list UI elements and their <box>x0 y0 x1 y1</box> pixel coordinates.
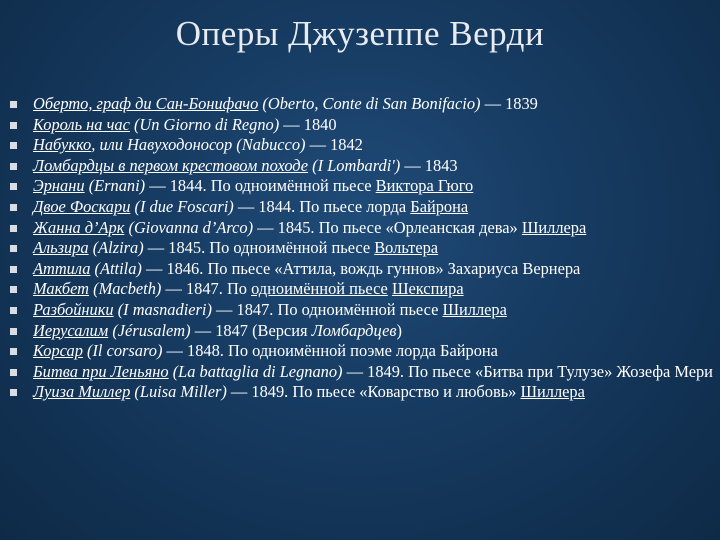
description: — 1842 <box>305 135 363 155</box>
author-link[interactable]: Шиллера <box>442 299 507 319</box>
square-bullet-icon <box>10 101 17 108</box>
square-bullet-icon <box>10 307 17 314</box>
opera-list <box>10 94 714 403</box>
description: — 1845. По пьесе «Орлеанская дева» <box>253 217 522 237</box>
list-item <box>10 259 714 280</box>
square-bullet-icon <box>10 183 17 190</box>
opera-title-link[interactable]: Битва при Леньяно <box>33 361 169 381</box>
list-item <box>10 279 714 300</box>
author-link[interactable]: Шиллера <box>521 217 587 237</box>
original-title: (Un Giorno di Regno) <box>129 114 280 134</box>
square-bullet-icon <box>10 348 17 355</box>
version-note: Ломбардцев <box>311 320 397 340</box>
original-title: (I masnadieri) <box>113 299 212 319</box>
original-title: (Attila) <box>90 258 142 278</box>
square-bullet-icon <box>10 286 17 293</box>
description: — 1847 (Версия <box>190 320 312 340</box>
list-item <box>10 218 714 239</box>
list-item <box>10 156 714 177</box>
opera-title-link[interactable]: Иерусалим <box>33 320 109 340</box>
description: — 1849. По пьесе «Битва при Тулузе» Жозефа Мери <box>342 361 713 381</box>
description: — 1847. По <box>161 279 252 299</box>
square-bullet-icon <box>10 245 17 252</box>
list-item <box>10 135 714 156</box>
description: — 1840 <box>279 114 337 134</box>
list-item <box>10 176 714 197</box>
list-item <box>10 382 714 403</box>
description: — 1839 <box>480 94 538 113</box>
list-item <box>10 115 714 136</box>
description: — 1844. По пьесе лорда <box>233 196 411 216</box>
list-item <box>10 197 714 218</box>
opera-title-link[interactable]: Макбет <box>33 279 90 299</box>
opera-title-link[interactable]: Аттила <box>33 258 91 278</box>
description: — 1849. По пьесе «Коварство и любовь» <box>226 382 521 402</box>
square-bullet-icon <box>10 328 17 335</box>
opera-title-link[interactable]: Ломбардцы в первом крестовом походе <box>33 155 309 175</box>
list-item <box>10 362 714 383</box>
source-play-link[interactable]: одноимённой пьесе <box>251 279 388 299</box>
list-item <box>10 94 714 115</box>
square-bullet-icon <box>10 225 17 232</box>
square-bullet-icon <box>10 204 17 211</box>
description: — 1848. По одноимённой поэме лорда Байрона <box>162 341 498 361</box>
original-title: (Giovanna d’Arco) <box>124 217 254 237</box>
original-title: (I Lombardi') <box>308 155 401 175</box>
square-bullet-icon <box>10 369 17 376</box>
opera-title-link[interactable]: Альзира <box>33 238 89 258</box>
closing-paren: ) <box>396 320 402 340</box>
original-title: (Macbeth) <box>89 279 162 299</box>
opera-title-link[interactable]: Оберто, граф ди Сан-Бонифачо <box>33 94 259 113</box>
original-title: (Il corsaro) <box>82 341 163 361</box>
list-item <box>10 238 714 259</box>
original-title: (La battaglia di Legnano) <box>168 361 343 381</box>
description: — 1844. По одноимённой пьесе <box>145 176 376 196</box>
author-link[interactable]: Байрона <box>410 196 469 216</box>
original-title: (I due Foscari) <box>130 196 234 216</box>
opera-title-link[interactable]: Эрнани <box>33 176 85 196</box>
page-title: Оперы Джузеппе Верди <box>175 14 545 53</box>
author-link[interactable]: Шекспира <box>391 279 464 299</box>
list-item <box>10 341 714 362</box>
square-bullet-icon <box>10 266 17 273</box>
square-bullet-icon <box>10 163 17 170</box>
opera-title-link[interactable]: Луиза Миллер <box>33 382 131 402</box>
description: — 1847. По одноимённой пьесе <box>211 299 443 319</box>
opera-title-link[interactable]: Жанна д’Арк <box>33 217 125 237</box>
square-bullet-icon <box>10 142 17 149</box>
opera-title-link[interactable]: Набукко <box>33 135 92 155</box>
list-item <box>10 300 714 321</box>
square-bullet-icon <box>10 389 17 396</box>
original-title: (Oberto, Conte di San Bonifacio) <box>258 94 481 113</box>
opera-title-link[interactable]: Двое Фоскари <box>33 196 131 216</box>
original-title: (Jérusalem) <box>108 320 191 340</box>
description: — 1845. По одноимённой пьесе <box>143 238 375 258</box>
square-bullet-icon <box>10 122 17 129</box>
original-title: (Luisa Miller) <box>130 382 227 402</box>
original-title: , или Навуходоносор (Nabucco) <box>91 135 306 155</box>
original-title: (Alzira) <box>88 238 144 258</box>
description: — 1843 <box>400 155 458 175</box>
description: — 1846. По пьесе «Аттила, вождь гуннов» Захариуса Вернера <box>141 258 581 278</box>
author-link[interactable]: Виктора Гюго <box>375 176 474 196</box>
list-item <box>10 321 714 342</box>
author-link[interactable]: Шиллера <box>520 382 585 402</box>
opera-title-link[interactable]: Корсар <box>33 341 83 361</box>
opera-title-link[interactable]: Король на час <box>33 114 130 134</box>
original-title: (Ernani) <box>84 176 146 196</box>
opera-title-link[interactable]: Разбойники <box>33 299 114 319</box>
author-link[interactable]: Вольтера <box>374 238 439 258</box>
